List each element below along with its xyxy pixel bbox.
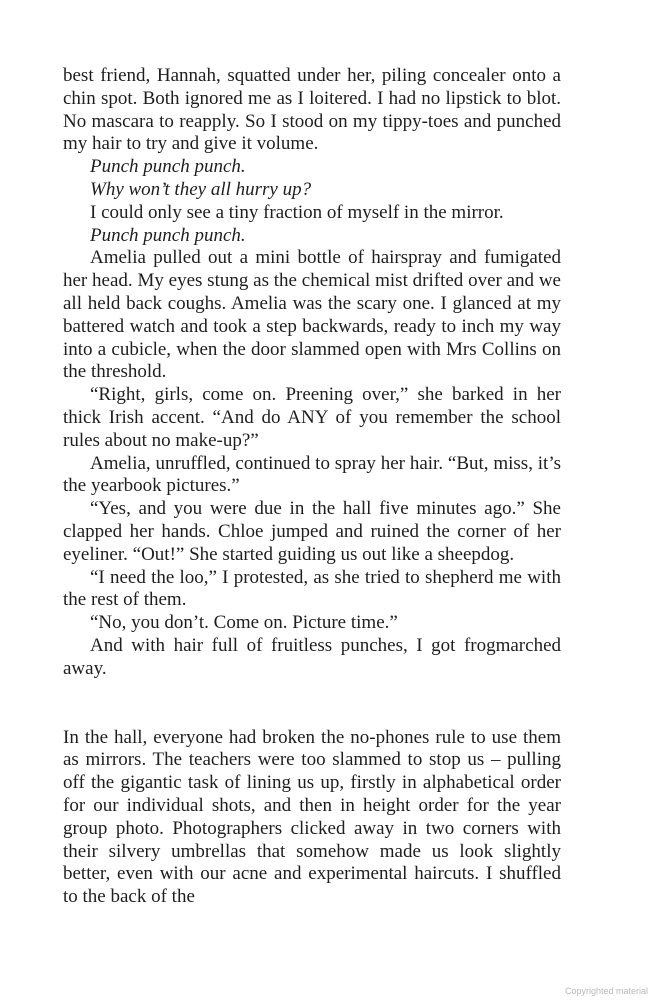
paragraph-yearbook: Amelia, unruffled, continued to spray her hair. “But, miss, it’s the yearbook pictures.” xyxy=(63,452,561,497)
paragraph-out: “Yes, and you were due in the hall five minutes ago.” She clapped her hands. Chloe jumped and ruined the corner of her eyeliner. “Out!” She started guiding us out like a sheepdog. xyxy=(63,498,561,565)
paragraph-loo: “I need the loo,” I protested, as she tried to shepherd me with the rest of them. xyxy=(63,566,561,611)
paragraph-mirror: I could only see a tiny fraction of myself in the mirror. xyxy=(90,201,504,223)
italic-line-punch: Punch punch punch. xyxy=(90,156,246,178)
section-break xyxy=(63,681,561,727)
page-text xyxy=(63,65,561,909)
paragraph-picture-time: “No, you don’t. Come on. Picture time.” xyxy=(90,612,398,634)
paragraph-hairspray: Amelia pulled out a mini bottle of hairspray and fumigated her head. My eyes stung as the chemical mist drifted over and we all held back coughs. Amelia was the scary one. I glanced at my battered watch and took a step backwards, ready to inch my way into a cubicle, when the door slammed open with Mrs Collins on the threshold. xyxy=(63,247,561,383)
copyright-watermark: Copyrighted material xyxy=(564,986,648,996)
paragraph-preening: “Right, girls, come on. Preening over,” she barked in her thick Irish accent. “And do ANY of you remember the school rules about no make-up?” xyxy=(63,384,561,451)
paragraph-hall: In the hall, everyone had broken the no-phones rule to use them as mirrors. The teachers were too slammed to stop us – pulling off the gigantic task of lining us up, firstly in alphabetical order for our individual shots, and then in height order for the year group photo. Photographers clicked away in two corners with their silvery umbrellas that somehow made us look slightly better, even with our acne and experimental haircuts. I shuffled to the back of the xyxy=(63,726,561,908)
italic-line-punch-2: Punch punch punch. xyxy=(90,224,246,246)
paragraph-frogmarched: And with hair full of fruitless punches, I got frogmarched away. xyxy=(63,634,561,679)
italic-line-hurry: Why won’t they all hurry up? xyxy=(90,178,312,200)
paragraph-hannah: best friend, Hannah, squatted under her, piling concealer onto a chin spot. Both ignored me as I loitered. I had no lipstick to blot. No mascara to reapply. So I stood on my tippy-toes and punched my hair to try and give it volume. xyxy=(63,65,561,155)
